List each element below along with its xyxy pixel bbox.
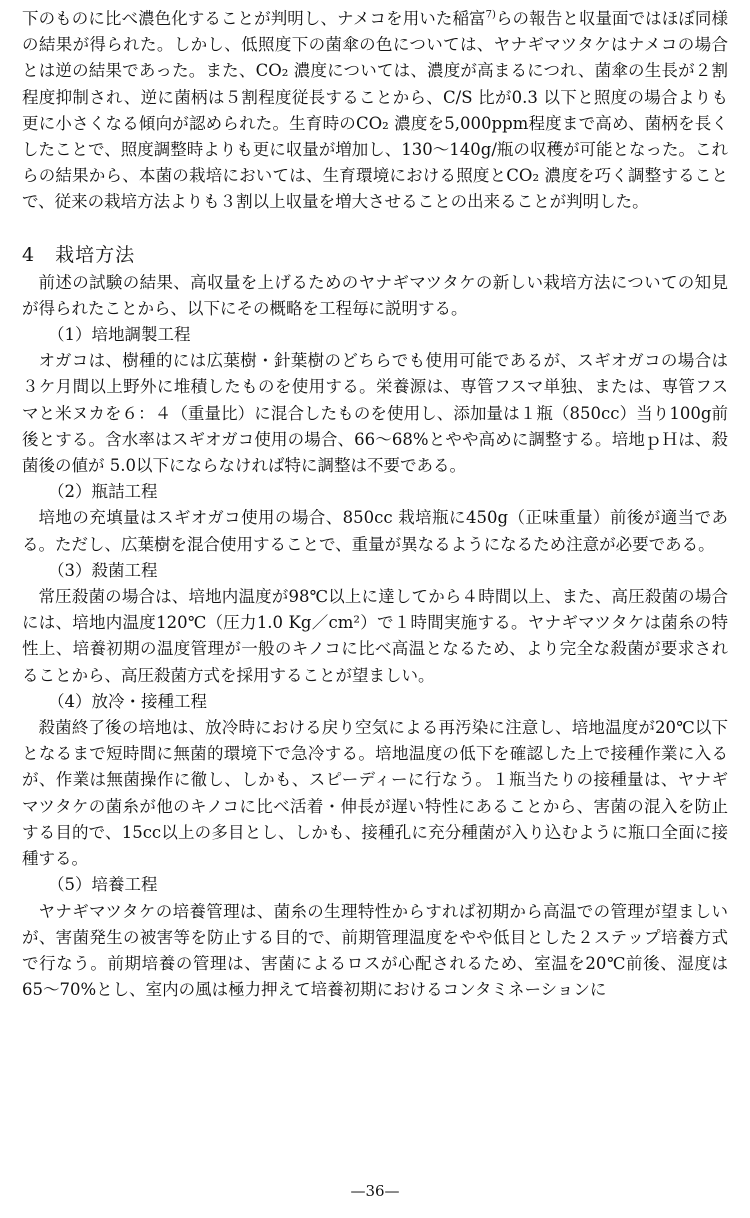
- step-heading: （2）瓶詰工程: [48, 482, 158, 502]
- step-3: [22, 558, 728, 689]
- step-body: 常圧殺菌の場合は、培地内温度が98℃以上に達してから４時間以上、また、高圧殺菌の場合には、培地内温度120℃（圧力1.0 Kg／cm²）で１時間実施する。ヤナギマツタケは菌糸の特性上、培養初期の温度管理が一般のキノコに比べ高温となるため、より完全な殺菌が要求されることから、高圧殺菌方式を採用することが望ましい。: [22, 587, 728, 685]
- step-body: 培地の充填量はスギオガコ使用の場合、850cc 栽培瓶に450g（正味重量）前後が適当である。ただし、広葉樹を混合使用することで、重量が異なるようになるため注意が必要である。: [22, 508, 728, 554]
- step-heading: （4）放冷・接種工程: [48, 691, 207, 711]
- document-page: [22, 6, 728, 1003]
- step-2: [22, 479, 728, 558]
- step-1: [22, 322, 728, 479]
- section-intro: 前述の試験の結果、高収量を上げるためのヤナギマツタケの新しい栽培方法についての知見が得られたことから、以下にその概略を工程毎に説明する。: [22, 272, 728, 318]
- step-body: 殺菌終了後の培地は、放冷時における戻り空気による再汚染に注意し、培地温度が20℃以下となるまで短時間に無菌的環境下で急冷する。培地温度の低下を確認した上で接種作業に入るが、作業は無菌操作に徹し、しかも、スピーディーに行なう。１瓶当たりの接種量は、ヤナギマツタケの菌糸が他のキノコに比べ活着・伸長が遅い特性にあることから、害菌の混入を防止する目的で、15cc以上の多目とし、しかも、接種孔に充分種菌が入り込むように瓶口全面に接種する。: [22, 718, 729, 869]
- intro-text-a: 下のものに比べ濃色化することが判明し、ナメコを用いた稲富: [22, 9, 486, 28]
- step-body: オガコは、樹種的には広葉樹・針葉樹のどちらでも使用可能であるが、スギオガコの場合は３ケ月間以上野外に堆積したものを使用する。栄養源は、専管フスマ単独、または、専管フスマと米ヌカを６：４（重量比）に混合したものを使用し、添加量は１瓶（850cc）当り100g前後とする。含水率はスギオガコ使用の場合、66〜68%とやや高めに調整する。培地ｐＨは、殺菌後の値が 5.0以下にならなければ特に調整は不要である。: [22, 351, 728, 476]
- page-number: —36—: [350, 1182, 400, 1200]
- intro-text-b: らの報告と収量面ではほぼ同様の結果が得られた。しかし、低照度下の菌傘の色については、ヤナギマツタケはナメコの場合とは逆の結果であった。また、CO₂ 濃度については、濃度が高まるにつれ、菌傘の生長が２割程度抑制され、逆に菌柄は５割程度従長することから、C/S 比が0.3 以下と照度の場合よりも更に小さくなる傾向が認められた。生育時のCO₂ 濃度を5,000ppm程度まで高め、菌柄を長くしたことで、照度調整時よりも更に収量が増加し、130〜140g/瓶の収穫が可能となった。これらの結果から、本菌の栽培においては、生育環境における照度とCO₂ 濃度を巧く調整することで、従来の栽培方法よりも３割以上収量を増大させることの出来ることが判明した。: [22, 9, 729, 212]
- step-heading: （5）培養工程: [48, 875, 158, 895]
- intro-paragraph: [22, 6, 728, 216]
- reference-superscript: 7): [485, 9, 496, 21]
- step-body: ヤナギマツタケの培養管理は、菌糸の生理特性からすれば初期から高温での管理が望ましいが、害菌発生の被害等を防止する目的で、前期管理温度をやや低目とした２ステップ培養方式で行なう。前期培養の管理は、害菌によるロスが心配されるため、室温を20℃前後、湿度は65〜70%とし、室内の風は極力押えて培養初期におけるコンタミネーションに: [22, 901, 728, 1000]
- step-5: [22, 872, 728, 1003]
- step-heading: （1）培地調製工程: [48, 325, 191, 345]
- step-heading: （3）殺菌工程: [48, 560, 158, 580]
- section-heading: 4 栽培方法: [22, 243, 136, 266]
- step-4: [22, 689, 728, 872]
